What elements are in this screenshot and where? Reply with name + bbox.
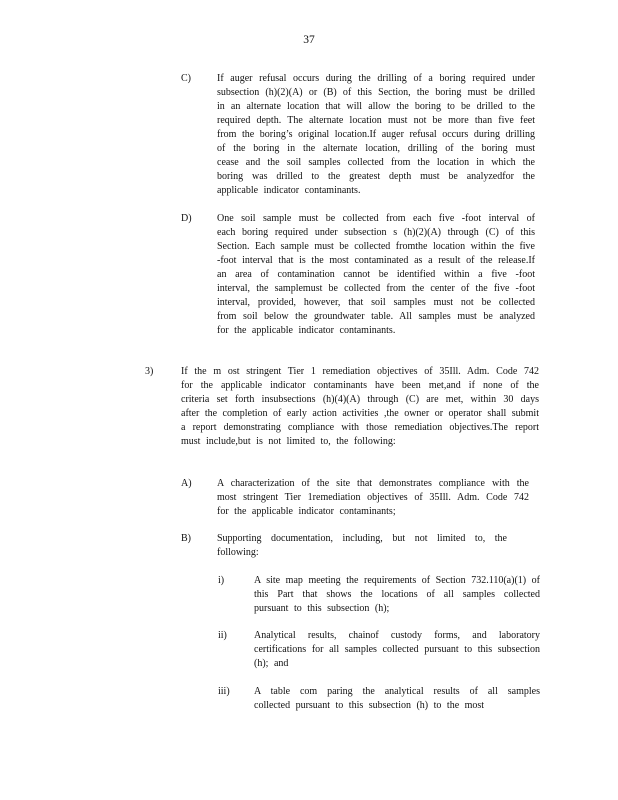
item-text: A characterization of the site that demonstrates compliance with the most stringent Tier 1remediation objectives of 35Ill. Adm. Code 742 for the applicable indicator contaminants;: [217, 478, 529, 517]
item-text: One soil sample must be collected from each five -foot interval of each boring required under subsection s (h)(2)(A) through (C) of this Section. Each sample must be collected fromthe location within the five -foot interval that is the most contaminated as a result of the release.If an area of contamination cannot be identified within a five -foot interval, the samplemust be collected from the center of the five -foot interval, provided, however, that soil samples must not be collected from soil below the groundwater table. All samples must be analyzed for the applicable indicator contaminants.: [217, 213, 535, 336]
item-label: ii): [218, 630, 227, 641]
item-label: D): [181, 213, 192, 224]
item-text: A site map meeting the requirements of Section 732.110(a)(1) of this Part that shows the locations of all samples collected pursuant to this subsection (h);: [254, 575, 540, 614]
item-text: A table com paring the analytical results of all samples collected pursuant to this subsection (h) to the most: [254, 686, 540, 711]
item-text: If auger refusal occurs during the drilling of a boring required under subsection (h)(2)(A) or (B) of this Section, the boring must be drilled in an alternate location that will allow the boring to be drilled to the required depth. The alternate location must not be more than five feet from the boring’s original location.If auger refusal occurs during drilling of the boring in the alternate location, drilling of the boring must cease and the soil samples collected from the location in which the boring was drilled to the greatest depth must be analyzedfor the applicable indicator contaminants.: [217, 73, 535, 196]
item-label: A): [181, 478, 192, 489]
item-text: Analytical results, chainof custody forms, and laboratory certifications for all samples collected pursuant to this subsection (h); and: [254, 630, 540, 669]
item-label: B): [181, 533, 191, 544]
item-label: iii): [218, 686, 230, 697]
item-text: If the m ost stringent Tier 1 remediation objectives of 35Ill. Adm. Code 742 for the applicable indicator contaminants have been met,and if none of the criteria set forth insubsections (h)(4)(A) through (C) are met, within 30 days after the completion of early action activities ,the owner or operator shall submit a report demonstrating compliance with those remediation objectives.The report must include,but is not limited to, the following:: [181, 366, 539, 447]
page-number: 37: [303, 34, 315, 46]
item-label: C): [181, 73, 191, 84]
item-label: 3): [145, 366, 154, 377]
item-label: i): [218, 575, 225, 586]
item-text: Supporting documentation, including, but not limited to, the following:: [217, 533, 507, 558]
